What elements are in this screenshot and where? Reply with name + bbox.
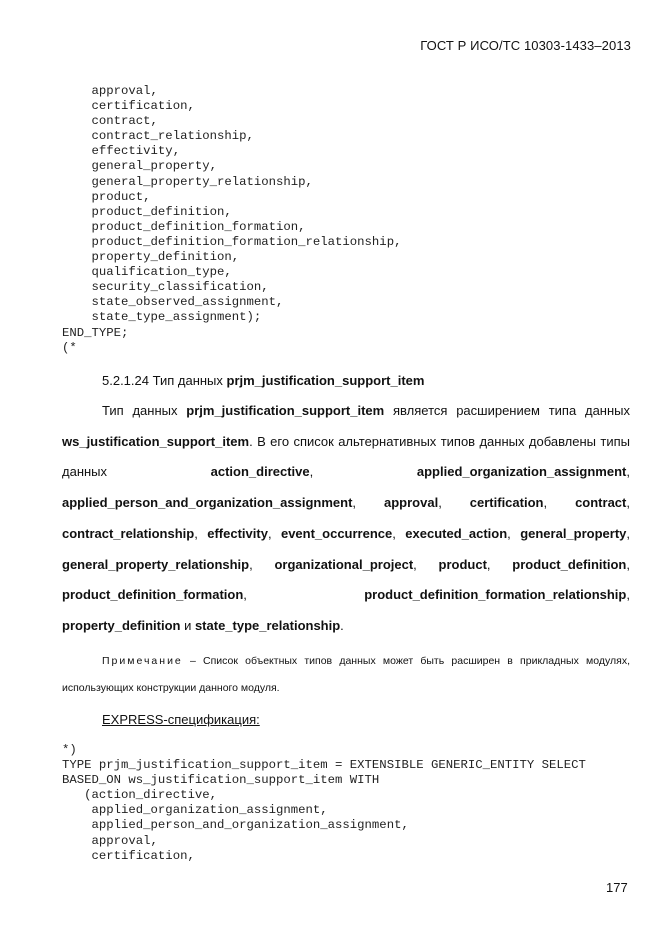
code-line: state_observed_assignment, [62,295,284,310]
code-line: property_definition, [62,250,240,265]
type-name: contract_relationship [62,525,195,541]
code-line: BASED_ON ws_justification_support_item WITH [62,773,380,788]
type-name: contract [575,495,627,511]
code-line: state_type_assignment); [62,310,262,325]
para-conjunction: и [180,617,195,633]
code-line: *) [62,743,77,757]
code-line: applied_organization_assignment, [62,803,328,818]
para-last-type: state_type_relationship [194,617,341,633]
code-line: TYPE prjm_justification_support_item = EXTENSIBLE GENERIC_ENTITY SELECT [62,758,586,773]
code-line: effectivity, [62,144,181,159]
code-line: product_definition_formation_relationship, [62,234,402,249]
code-line: product, [62,189,151,204]
type-name: product_definition [512,556,627,572]
para-text: является расширением типа данных [384,403,630,418]
body-paragraph [62,396,630,642]
code-line: approval, [62,84,158,98]
type-name: approval [384,495,439,511]
code-line: product_definition, [62,204,232,219]
type-name: event_occurrence [280,525,393,541]
section-type-name: prjm_justification_support_item [226,373,425,388]
code-line: certification, [62,99,195,114]
code-line: approval, [62,833,158,848]
note-text: – Список объектных типов данных может быть расширен в прикладных модулях, использующих конструкции данного модуля. [62,655,630,694]
type-name: applied_person_and_organization_assignment [62,495,353,511]
code-line: applied_person_and_organization_assignment, [62,818,409,833]
code-line: product_definition_formation, [62,219,306,234]
para-base-type-name: ws_justification_support_item [62,433,250,449]
code-line: general_property, [62,159,217,174]
para-type-name: prjm_justification_support_item [186,403,385,418]
type-name: action_directive [210,464,310,480]
code-line: qualification_type, [62,265,232,280]
code-line: contract_relationship, [62,129,254,144]
type-name: product_definition_formation_relationship [364,587,627,603]
type-name: property_definition [62,617,181,633]
type-name: product [438,556,487,572]
express-code-block-2 [62,743,586,864]
type-name: product_definition_formation [62,587,244,603]
para-text: . В его список альтернативных типов данных добавлены типы данных [62,433,630,480]
type-name: effectivity [207,525,268,541]
express-spec-heading: EXPRESS-спецификация: [102,712,260,727]
type-name: applied_organization_assignment [416,464,627,480]
note [62,648,630,702]
note-label: Примечание [102,655,183,667]
code-line: general_property_relationship, [62,174,313,189]
code-line: END_TYPE; [62,325,129,340]
express-code-block-1 [62,84,401,356]
document-header: ГОСТ Р ИСО/ТС 10303-1433–2013 [420,38,631,53]
alternative-types-list: action_directive, applied_organization_assignment, applied_person_and_organization_assignment, approval, certification, contract, contract_relationship, effectivity, event_occurrence, executed_action, general_property, general_property_relationship, organizational_project, product, product_definition, product_definition_formation, product_definition_formation_relationship, property_definition [62,464,631,633]
code-line: certification, [62,848,195,863]
code-line: contract, [62,114,158,129]
page-number: 177 [606,880,628,895]
type-name: certification [469,495,544,511]
type-name: organizational_project [274,556,414,572]
para-end: . [340,617,344,633]
type-name: general_property_relationship [62,556,250,572]
code-line: (* [62,340,77,355]
para-text: Тип данных [102,403,187,418]
type-name: general_property [520,525,627,541]
type-name: executed_action [405,525,508,541]
code-line: security_classification, [62,280,269,295]
section-heading [102,373,424,388]
code-line: (action_directive, [62,788,217,803]
section-number: 5.2.1.24 Тип данных [102,373,227,388]
